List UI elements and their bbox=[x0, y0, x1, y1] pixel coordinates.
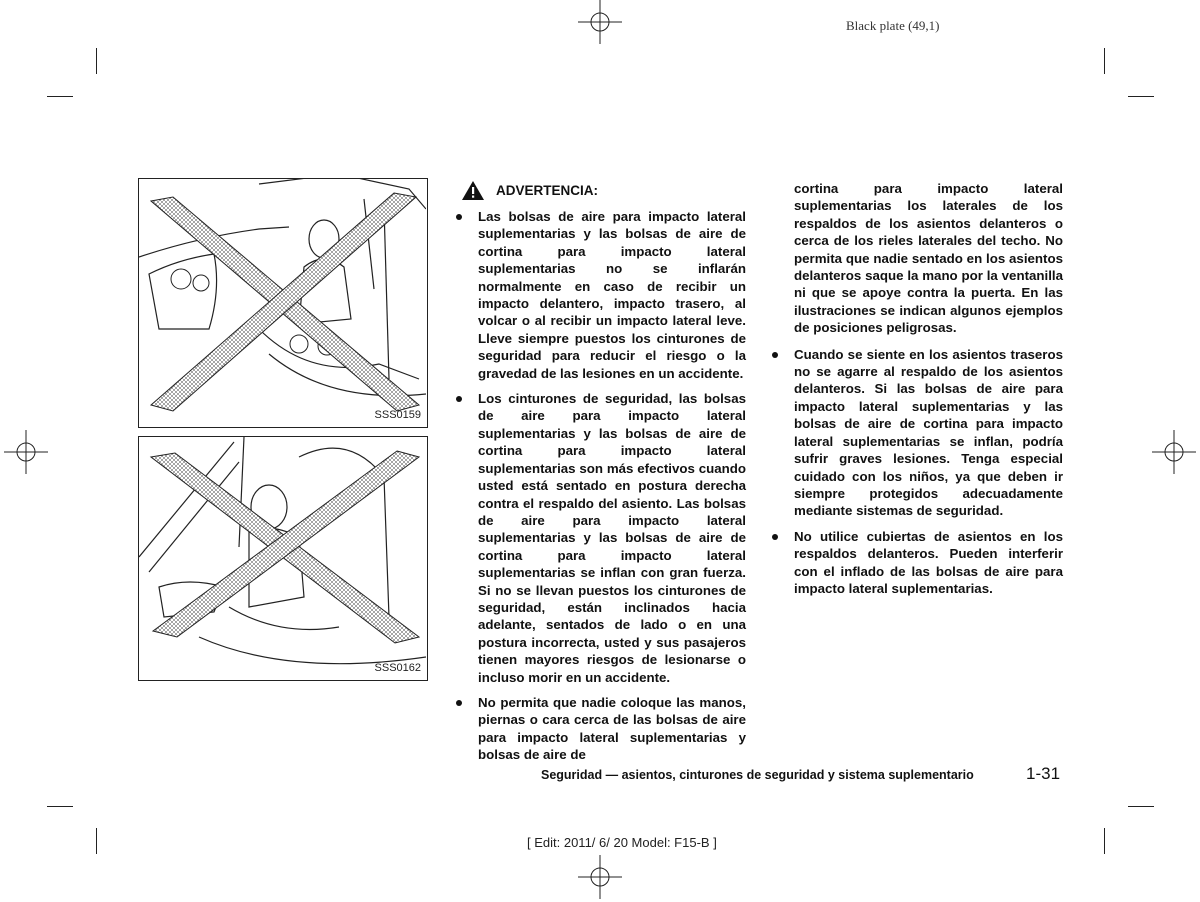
continuation-column bbox=[766, 180, 1063, 605]
bullet-text: Las bolsas de aire para impacto lateral suplementarias y las bolsas de aire de cortina para impacto lateral suplementarias no se inflarán normalmente en caso de recibir un impacto delantero, impacto trasero, al volcar o al recibir un impacto lateral leve. Lleve siempre puestos los cinturones de seguridad para reducir el riesgo o la gravedad de las lesiones en un accidente. bbox=[478, 209, 746, 381]
illustration-rear-seat-leaning bbox=[138, 436, 428, 681]
crop-mark bbox=[1128, 806, 1154, 807]
edit-info: [ Edit: 2011/ 6/ 20 Model: F15-B ] bbox=[527, 835, 717, 850]
bullet-dot bbox=[456, 396, 462, 402]
figure-code: SSS0162 bbox=[374, 662, 421, 674]
page-number: 1-31 bbox=[1026, 764, 1061, 783]
bullet-dot bbox=[772, 352, 778, 358]
warning-bullet bbox=[450, 694, 746, 764]
continuation-text: cortina para impacto lateral suplementarias los laterales de los respaldos de los asientos delanteros o cerca de los rieles laterales del techo. No permita que nadie sentado en los asientos delanteros saque la mano por la ventanilla ni que se apoye contra la puerta. En las ilustraciones se indican algunos ejemplos de posiciones peligrosas. bbox=[794, 181, 1063, 336]
crop-mark bbox=[96, 48, 97, 74]
figure-code: SSS0159 bbox=[374, 409, 421, 421]
section-footer: Seguridad — asientos, cinturones de seguridad y sistema suplementario bbox=[541, 768, 974, 782]
illustration-drawing bbox=[139, 437, 426, 679]
bullet-text: No utilice cubiertas de asientos en los respaldos delanteros. Pueden interferir con el inflado de las bolsas de aire para impacto lateral suplementarias. bbox=[794, 528, 1063, 596]
registration-mark-right bbox=[1152, 430, 1196, 474]
crop-mark bbox=[1104, 828, 1105, 854]
registration-mark-left bbox=[4, 430, 48, 474]
warning-bullet bbox=[450, 208, 746, 382]
warning-header bbox=[462, 181, 746, 200]
black-plate-label: Black plate (49,1) bbox=[846, 18, 940, 33]
warning-bullet bbox=[766, 528, 1063, 598]
crop-mark bbox=[1104, 48, 1105, 74]
crop-mark bbox=[1128, 96, 1154, 97]
registration-mark-top bbox=[578, 0, 622, 44]
illustration-drawing bbox=[139, 179, 426, 426]
warning-bullet bbox=[450, 390, 746, 686]
continuation-paragraph bbox=[766, 180, 1063, 337]
bullet-text: Cuando se siente en los asientos traseros no se agarre al respaldo de los asientos delanteros. Si las bolsas de aire para impacto lateral suplementarias y las bolsas de aire de cortina para impacto lateral suplementarias se inflan, podría sufrir graves lesiones. Tenga especial cuidado con los niños, ya que deben ir siempre protegidos adecuadamente mediante sistemas de seguridad. bbox=[794, 346, 1063, 519]
warning-column bbox=[450, 181, 746, 772]
bullet-dot bbox=[456, 214, 462, 220]
illustration-front-seat-child bbox=[138, 178, 428, 428]
bullet-text: Los cinturones de seguridad, las bolsas de aire para impacto lateral suplementarias y las bolsas de aire de cortina para impacto lateral suplementarias son más efectivos cuando usted está sentado en postura derecha contra el respaldo del asiento. Las bolsas de aire para impacto lateral suplementarias y las bolsas de aire de cortina para impacto lateral suplementarias se inflan con gran fuerza. Si no se llevan puestos los cinturones de seguridad, están inclinados hacia adelante, sentados de lado o en una postura incorrecta, usted y sus pasajeros tienen mayores riesgos de lesionarse o incluso morir en un accidente. bbox=[478, 391, 746, 685]
bullet-text: No permita que nadie coloque las manos, piernas o cara cerca de las bolsas de aire para impacto lateral suplementarias y bolsas de aire de bbox=[478, 694, 746, 763]
warning-bullet bbox=[766, 346, 1063, 520]
crop-mark bbox=[47, 96, 73, 97]
bullet-dot bbox=[772, 534, 778, 540]
warning-triangle-icon bbox=[462, 181, 484, 200]
crop-mark bbox=[47, 806, 73, 807]
crop-mark bbox=[96, 828, 97, 854]
bullet-dot bbox=[456, 700, 462, 706]
warning-heading: ADVERTENCIA: bbox=[496, 182, 599, 198]
registration-mark-bottom bbox=[578, 855, 622, 899]
